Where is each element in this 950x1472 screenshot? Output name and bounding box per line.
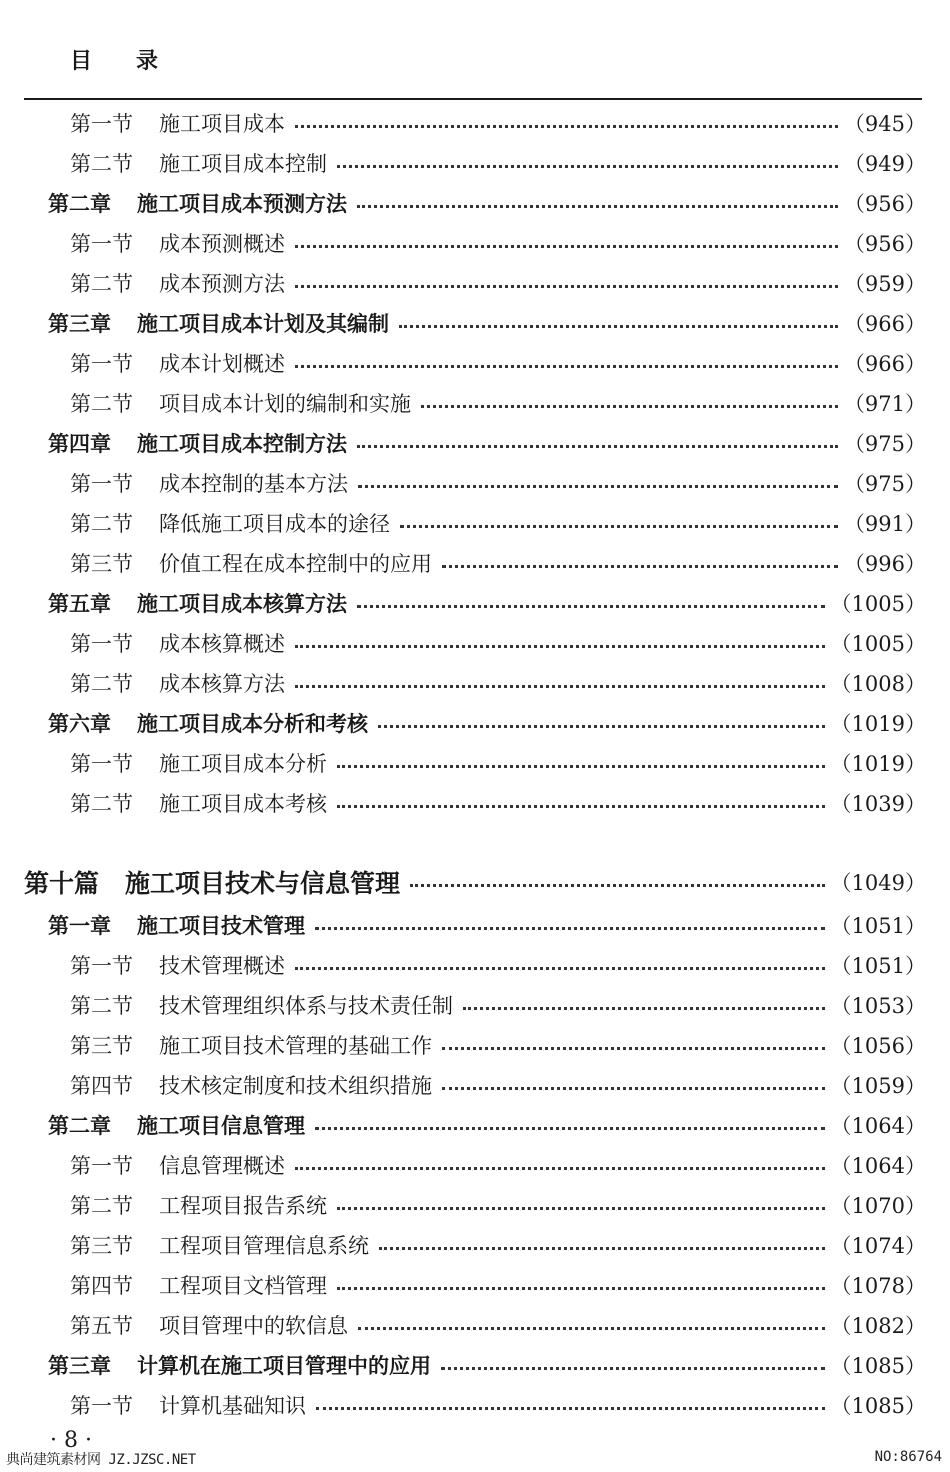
toc-section-row[interactable]	[70, 268, 926, 298]
toc-section-row[interactable]	[70, 548, 926, 578]
toc-entry-number: 第一节	[70, 112, 133, 136]
toc-entry-number: 第一节	[70, 472, 133, 496]
toc-entry-number: 第二章	[48, 1114, 111, 1138]
toc-chapter-row[interactable]	[48, 1110, 926, 1140]
toc-chapter-row[interactable]	[48, 188, 926, 218]
toc-chapter-row[interactable]	[48, 588, 926, 618]
toc-entry-number: 第一节	[70, 752, 133, 776]
toc-entry-page: （991）	[843, 512, 926, 536]
dot-leader	[442, 1047, 825, 1050]
dot-leader	[295, 245, 838, 248]
toc-entry-number: 第二节	[70, 1194, 133, 1218]
toc-entry-title: 信息管理概述	[159, 1154, 285, 1178]
toc-entry-page: （1051）	[830, 954, 926, 978]
dot-leader	[400, 525, 838, 528]
toc-entry-title: 施工项目技术与信息管理	[125, 869, 401, 898]
dot-leader	[357, 605, 825, 608]
toc-entry-number: 第四节	[70, 1074, 133, 1098]
toc-entry-number: 第十篇	[24, 869, 100, 898]
toc-section-row[interactable]	[70, 228, 926, 258]
toc-chapter-row[interactable]	[48, 708, 926, 738]
dot-leader	[410, 884, 825, 887]
toc-entry-page: （1049）	[830, 871, 926, 895]
toc-entry-number: 第三节	[70, 552, 133, 576]
dot-leader	[379, 1247, 825, 1250]
toc-chapter-row[interactable]	[48, 428, 926, 458]
dot-leader	[442, 1087, 825, 1090]
toc-section-row[interactable]	[70, 1310, 926, 1340]
dot-leader	[315, 1127, 825, 1130]
dot-leader	[295, 365, 838, 368]
dot-leader	[337, 1207, 825, 1210]
toc-entry-page: （956）	[843, 232, 926, 256]
toc-part-row[interactable]	[24, 864, 926, 900]
toc-entry-title: 成本预测方法	[159, 272, 285, 296]
toc-entry-title: 工程项目管理信息系统	[159, 1234, 369, 1258]
toc-entry-title: 施工项目成本预测方法	[137, 192, 347, 216]
toc-entry-number: 第二节	[70, 672, 133, 696]
toc-entry-title: 施工项目成本考核	[159, 792, 327, 816]
toc-entry-title: 工程项目文档管理	[159, 1274, 327, 1298]
toc-entry-page: （1078）	[830, 1274, 926, 1298]
toc-entry-number: 第一节	[70, 352, 133, 376]
toc-entry-title: 价值工程在成本控制中的应用	[159, 552, 432, 576]
dot-leader	[337, 1287, 825, 1290]
toc-section-row[interactable]	[70, 1150, 926, 1180]
toc-entry-title: 施工项目成本核算方法	[137, 592, 347, 616]
toc-entry-page: （1039）	[830, 792, 926, 816]
toc-section-row[interactable]	[70, 950, 926, 980]
watermark-site: 典尚建筑素材网 JZ.JZSC.NET	[6, 1452, 196, 1468]
dot-leader	[316, 1407, 825, 1410]
dot-leader	[295, 125, 838, 128]
toc-entry-title: 计算机在施工项目管理中的应用	[137, 1354, 431, 1378]
page-number: · 8 ·	[50, 1428, 92, 1453]
dot-leader	[442, 565, 838, 568]
toc-entry-number: 第六章	[48, 712, 111, 736]
toc-section-row[interactable]	[70, 108, 926, 138]
toc-chapter-row[interactable]	[48, 308, 926, 338]
toc-section-row[interactable]	[70, 1230, 926, 1260]
toc-entry-title: 项目管理中的软信息	[159, 1314, 348, 1338]
toc-section-row[interactable]	[70, 148, 926, 178]
toc-entry-number: 第一节	[70, 632, 133, 656]
dot-leader	[315, 927, 825, 930]
toc-entry-number: 第四章	[48, 432, 111, 456]
toc-section-row[interactable]	[70, 388, 926, 418]
dot-leader	[295, 967, 825, 970]
toc-section-row[interactable]	[70, 748, 926, 778]
toc-section-row[interactable]	[70, 1390, 926, 1420]
toc-entry-page: （996）	[843, 552, 926, 576]
watermark-id: NO:86764	[874, 1449, 942, 1465]
dot-leader	[421, 405, 838, 408]
toc-entry-number: 第二节	[70, 792, 133, 816]
dot-leader	[337, 805, 825, 808]
toc-entry-page: （1019）	[830, 752, 926, 776]
toc-entry-page: （1085）	[830, 1354, 926, 1378]
toc-entry-number: 第三章	[48, 1354, 111, 1378]
toc-entry-title: 降低施工项目成本的途径	[159, 512, 390, 536]
toc-entry-page: （975）	[843, 472, 926, 496]
toc-entry-title: 技术核定制度和技术组织措施	[159, 1074, 432, 1098]
dot-leader	[358, 485, 838, 488]
toc-entry-number: 第三章	[48, 312, 111, 336]
toc-entry-number: 第二节	[70, 152, 133, 176]
dot-leader	[358, 1327, 825, 1330]
toc-entry-title: 施工项目成本计划及其编制	[137, 312, 389, 336]
toc-entry-page: （966）	[843, 312, 926, 336]
toc-entry-page: （1082）	[830, 1314, 926, 1338]
toc-section-row[interactable]	[70, 1070, 926, 1100]
toc-entry-title: 成本计划概述	[159, 352, 285, 376]
toc-chapter-row[interactable]	[48, 1350, 926, 1380]
toc-entry-title: 施工项目信息管理	[137, 1114, 305, 1138]
toc-entry-number: 第五章	[48, 592, 111, 616]
toc-entry-title: 成本控制的基本方法	[159, 472, 348, 496]
toc-entry-title: 项目成本计划的编制和实施	[159, 392, 411, 416]
toc-section-row[interactable]	[70, 628, 926, 658]
toc-entry-page: （1005）	[830, 592, 926, 616]
toc-entry-page: （1053）	[830, 994, 926, 1018]
toc-entry-title: 技术管理组织体系与技术责任制	[159, 994, 453, 1018]
toc-entry-page: （1005）	[830, 632, 926, 656]
dot-leader	[357, 205, 838, 208]
toc-entry-title: 成本预测概述	[159, 232, 285, 256]
dot-leader	[399, 325, 838, 328]
dot-leader	[441, 1367, 825, 1370]
toc-section-row[interactable]	[70, 468, 926, 498]
toc-entry-number: 第一节	[70, 1154, 133, 1178]
toc-entry-page: （956）	[843, 192, 926, 216]
toc-section-row[interactable]	[70, 508, 926, 538]
header-char-1: 目	[70, 49, 93, 74]
toc-section-row[interactable]	[70, 1030, 926, 1060]
toc-entry-page: （1019）	[830, 712, 926, 736]
dot-leader	[337, 165, 838, 168]
toc-section-row[interactable]	[70, 990, 926, 1020]
toc-entry-number: 第一章	[48, 914, 111, 938]
toc-entry-title: 施工项目技术管理	[137, 914, 305, 938]
dot-leader	[357, 445, 838, 448]
toc-entry-title: 施工项目成本分析	[159, 752, 327, 776]
toc-entry-page: （945）	[843, 112, 926, 136]
dot-leader	[337, 765, 825, 768]
toc-entry-page: （1074）	[830, 1234, 926, 1258]
toc-entry-page: （971）	[843, 392, 926, 416]
toc-entry-number: 第二节	[70, 994, 133, 1018]
toc-entry-number: 第三节	[70, 1234, 133, 1258]
dot-leader	[295, 285, 838, 288]
toc-entry-title: 计算机基础知识	[159, 1394, 306, 1418]
header-char-2: 录	[136, 49, 159, 74]
toc-entry-title: 施工项目技术管理的基础工作	[159, 1034, 432, 1058]
toc-entry-page: （1064）	[830, 1114, 926, 1138]
toc-entry-page: （975）	[843, 432, 926, 456]
toc-entry-number: 第四节	[70, 1274, 133, 1298]
toc-entry-page: （1070）	[830, 1194, 926, 1218]
toc-entry-page: （1064）	[830, 1154, 926, 1178]
toc-entry-title: 施工项目成本	[159, 112, 285, 136]
toc-entry-number: 第二节	[70, 392, 133, 416]
toc-entry-title: 施工项目成本分析和考核	[137, 712, 368, 736]
dot-leader	[295, 685, 825, 688]
toc-section-row[interactable]	[70, 348, 926, 378]
toc-section-row[interactable]	[70, 1190, 926, 1220]
toc-entry-page: （1059）	[830, 1074, 926, 1098]
toc-entry-title: 技术管理概述	[159, 954, 285, 978]
dot-leader	[463, 1007, 825, 1010]
toc-entry-title: 施工项目成本控制方法	[137, 432, 347, 456]
toc-entry-number: 第二节	[70, 512, 133, 536]
toc-entry-number: 第一节	[70, 1394, 133, 1418]
toc-entry-title: 施工项目成本控制	[159, 152, 327, 176]
dot-leader	[295, 1167, 825, 1170]
dot-leader	[295, 645, 825, 648]
toc-entry-number: 第三节	[70, 1034, 133, 1058]
toc-entry-number: 第五节	[70, 1314, 133, 1338]
toc-entry-title: 工程项目报告系统	[159, 1194, 327, 1218]
toc-entry-page: （1056）	[830, 1034, 926, 1058]
toc-entry-page: （949）	[843, 152, 926, 176]
toc-entry-page: （1008）	[830, 672, 926, 696]
toc-entry-title: 成本核算方法	[159, 672, 285, 696]
toc-section-row[interactable]	[70, 668, 926, 698]
toc-entry-page: （1085）	[830, 1394, 926, 1418]
toc-entry-number: 第一节	[70, 232, 133, 256]
toc-entry-title: 成本核算概述	[159, 632, 285, 656]
toc-entry-page: （1051）	[830, 914, 926, 938]
toc-entry-number: 第一节	[70, 954, 133, 978]
dot-leader	[378, 725, 825, 728]
toc-entry-page: （966）	[843, 352, 926, 376]
toc-entry-page: （959）	[843, 272, 926, 296]
toc-section-row[interactable]	[70, 1270, 926, 1300]
toc-chapter-row[interactable]	[48, 910, 926, 940]
toc-entry-number: 第二章	[48, 192, 111, 216]
toc-section-row[interactable]	[70, 788, 926, 818]
toc-entry-number: 第二节	[70, 272, 133, 296]
